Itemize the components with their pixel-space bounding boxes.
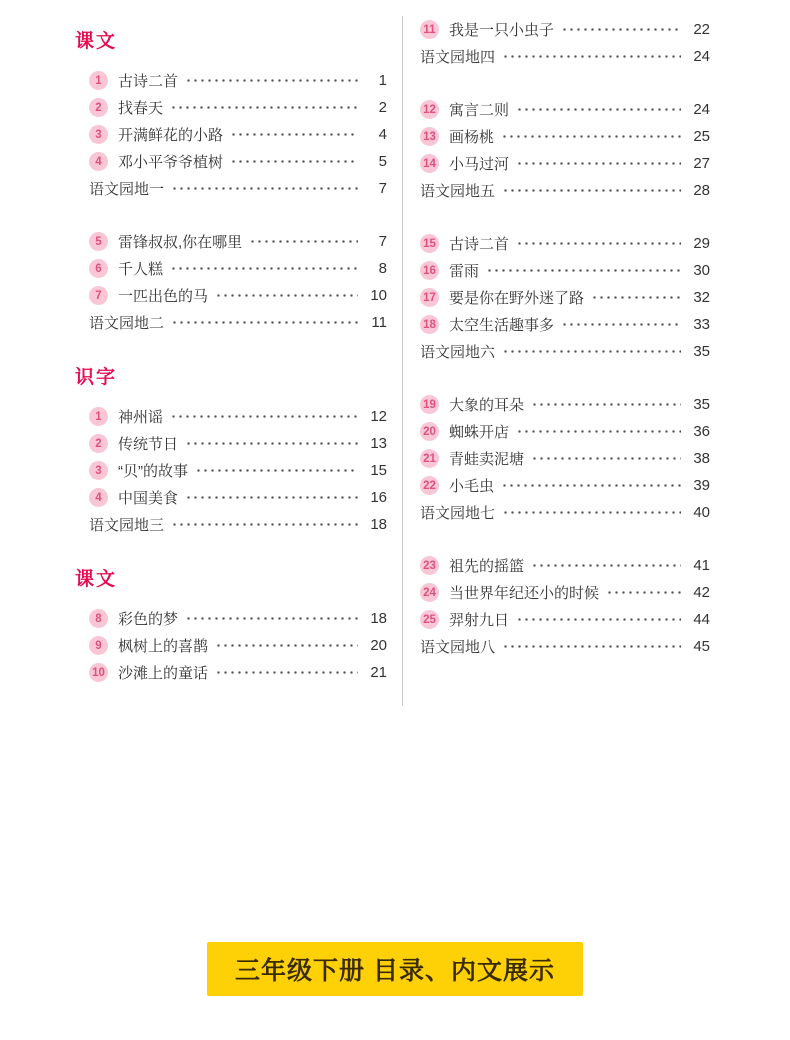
- toc-entry: [75, 121, 387, 148]
- dot-leader: [531, 457, 681, 460]
- toc-entry: [75, 148, 387, 175]
- page-number: 22: [693, 21, 710, 38]
- lesson-title: 语文园地三: [89, 517, 165, 534]
- toc-entry: [406, 230, 710, 257]
- lesson-title: 找春天: [118, 100, 164, 117]
- toc-entry: [406, 43, 710, 70]
- lesson-number-badge: 10: [89, 663, 108, 682]
- lesson-title: 语文园地七: [420, 505, 496, 522]
- page-number: 36: [693, 423, 710, 440]
- page-number: 39: [693, 477, 710, 494]
- dot-leader: [195, 469, 358, 472]
- toc-column-left: [75, 16, 387, 686]
- page-number: 11: [371, 314, 387, 331]
- toc-entry: [75, 511, 387, 538]
- toc-entry: [406, 96, 710, 123]
- page-number: 24: [693, 48, 710, 65]
- lesson-title: 枫树上的喜鹊: [118, 638, 209, 655]
- lesson-title: 小马过河: [449, 156, 510, 173]
- toc-entry: [75, 659, 387, 686]
- lesson-title: 蜘蛛开店: [449, 424, 510, 441]
- dot-leader: [516, 618, 681, 621]
- toc-entry: [406, 257, 710, 284]
- page-number: 35: [693, 396, 710, 413]
- page-number: 25: [693, 128, 710, 145]
- lesson-title: 一匹出色的马: [118, 288, 209, 305]
- page-number: 10: [370, 287, 387, 304]
- section-header: 课文: [75, 569, 118, 590]
- lesson-title: 古诗二首: [449, 236, 510, 253]
- dot-leader: [230, 133, 358, 136]
- lesson-number-badge: 15: [420, 234, 439, 253]
- dot-leader: [486, 269, 681, 272]
- toc-entry: [75, 67, 387, 94]
- toc-group: [406, 96, 710, 204]
- lesson-number-badge: 14: [420, 154, 439, 173]
- lesson-number-badge: 22: [420, 476, 439, 495]
- toc-entry: [406, 633, 710, 660]
- lesson-number-badge: 11: [420, 20, 439, 39]
- toc-group: [75, 564, 387, 686]
- lesson-title: 古诗二首: [118, 73, 179, 90]
- lesson-number-badge: 2: [89, 98, 108, 117]
- page-number: 40: [693, 504, 710, 521]
- toc-entry: [406, 150, 710, 177]
- section-header: 识字: [75, 367, 118, 388]
- lesson-number-badge: 12: [420, 100, 439, 119]
- lesson-number-badge: 8: [89, 609, 108, 628]
- lesson-number-badge: 13: [420, 127, 439, 146]
- dot-leader: [171, 321, 358, 324]
- toc-group: [406, 230, 710, 365]
- toc-entry: [406, 16, 710, 43]
- dot-leader: [215, 294, 358, 297]
- bottom-banner: [207, 942, 583, 996]
- toc-entry: [75, 632, 387, 659]
- toc-group: [75, 362, 387, 538]
- page-number: 41: [693, 557, 710, 574]
- section-header: 课文: [75, 31, 118, 52]
- toc-entry: [406, 606, 710, 633]
- page-number: 45: [693, 638, 710, 655]
- lesson-number-badge: 4: [89, 488, 108, 507]
- toc-group: [406, 391, 710, 526]
- toc-entry: [75, 228, 387, 255]
- page-number: 16: [370, 489, 387, 506]
- toc-entry: [406, 552, 710, 579]
- page-number: 5: [378, 153, 387, 170]
- page-number: 13: [370, 435, 387, 452]
- toc-entry: [75, 403, 387, 430]
- dot-leader: [170, 106, 358, 109]
- toc-entry: [406, 579, 710, 606]
- dot-leader: [561, 28, 681, 31]
- dot-leader: [501, 135, 681, 138]
- toc-entry: [406, 311, 710, 338]
- lesson-number-badge: 18: [420, 315, 439, 334]
- lesson-title: 画杨桃: [449, 129, 495, 146]
- page-number: 20: [370, 637, 387, 654]
- page-number: 8: [378, 260, 387, 277]
- lesson-number-badge: 7: [89, 286, 108, 305]
- lesson-title: 太空生活趣事多: [449, 317, 555, 334]
- dot-leader: [215, 644, 358, 647]
- lesson-title: 语文园地八: [420, 639, 496, 656]
- page-number: 30: [693, 262, 710, 279]
- dot-leader: [516, 242, 681, 245]
- dot-leader: [531, 403, 681, 406]
- page-number: 18: [370, 610, 387, 627]
- toc-group: [406, 16, 710, 70]
- toc-entry: [406, 499, 710, 526]
- lesson-title: 神州谣: [118, 409, 164, 426]
- toc-entry: [75, 457, 387, 484]
- dot-leader: [249, 240, 358, 243]
- page-number: 33: [693, 316, 710, 333]
- banner-label: 三年级下册 目录、内文展示: [235, 957, 555, 985]
- page-number: 21: [370, 664, 387, 681]
- dot-leader: [185, 617, 358, 620]
- toc-entry: [75, 255, 387, 282]
- toc-entry: [406, 445, 710, 472]
- lesson-title: 语文园地一: [89, 181, 165, 198]
- page-number: 2: [378, 99, 387, 116]
- lesson-title: 沙滩上的童话: [118, 665, 209, 682]
- page-number: 24: [693, 101, 710, 118]
- dot-leader: [170, 415, 358, 418]
- lesson-title: 青蛙卖泥塘: [449, 451, 525, 468]
- toc-entry: [75, 484, 387, 511]
- dot-leader: [531, 564, 681, 567]
- lesson-number-badge: 19: [420, 395, 439, 414]
- lesson-title: 我是一只小虫子: [449, 22, 555, 39]
- dot-leader: [215, 671, 358, 674]
- dot-leader: [516, 108, 681, 111]
- toc-entry: [406, 123, 710, 150]
- dot-leader: [502, 645, 681, 648]
- lesson-title: 当世界年纪还小的时候: [449, 585, 600, 602]
- lesson-title: 大象的耳朵: [449, 397, 525, 414]
- dot-leader: [561, 323, 681, 326]
- lesson-number-badge: 1: [89, 71, 108, 90]
- lesson-title: 小毛虫: [449, 478, 495, 495]
- page-number: 28: [693, 182, 710, 199]
- lesson-title: 语文园地四: [420, 49, 496, 66]
- lesson-title: 雷锋叔叔,你在哪里: [118, 234, 243, 251]
- dot-leader: [606, 591, 681, 594]
- dot-leader: [171, 523, 358, 526]
- lesson-title: “贝”的故事: [118, 463, 188, 480]
- dot-leader: [185, 496, 358, 499]
- lesson-number-badge: 3: [89, 125, 108, 144]
- toc-column-right: [406, 16, 710, 660]
- lesson-title: 语文园地六: [420, 344, 496, 361]
- page-number: 18: [370, 516, 387, 533]
- page-number: 7: [378, 180, 387, 197]
- lesson-title: 语文园地五: [420, 183, 496, 200]
- dot-leader: [171, 187, 358, 190]
- toc-group: [75, 228, 387, 336]
- page-number: 15: [370, 462, 387, 479]
- lesson-title: 祖先的摇篮: [449, 558, 525, 575]
- lesson-title: 彩色的梦: [118, 611, 179, 628]
- lesson-number-badge: 25: [420, 610, 439, 629]
- lesson-title: 千人糕: [118, 261, 164, 278]
- dot-leader: [516, 430, 681, 433]
- dot-leader: [501, 484, 681, 487]
- lesson-title: 开满鲜花的小路: [118, 127, 224, 144]
- column-divider: [402, 16, 403, 706]
- lesson-number-badge: 3: [89, 461, 108, 480]
- toc-entry: [406, 177, 710, 204]
- toc-entry: [75, 94, 387, 121]
- lesson-number-badge: 9: [89, 636, 108, 655]
- dot-leader: [185, 79, 358, 82]
- toc-entry: [406, 418, 710, 445]
- dot-leader: [170, 267, 358, 270]
- lesson-title: 要是你在野外迷了路: [449, 290, 585, 307]
- lesson-title: 中国美食: [118, 490, 179, 507]
- dot-leader: [185, 442, 358, 445]
- toc-entry: [75, 282, 387, 309]
- dot-leader: [230, 160, 358, 163]
- lesson-number-badge: 4: [89, 152, 108, 171]
- page-number: 1: [378, 72, 387, 89]
- toc-entry: [75, 309, 387, 336]
- lesson-number-badge: 17: [420, 288, 439, 307]
- lesson-title: 邓小平爷爷植树: [118, 154, 224, 171]
- toc-entry: [75, 175, 387, 202]
- lesson-number-badge: 6: [89, 259, 108, 278]
- page-number: 35: [693, 343, 710, 360]
- lesson-title: 雷雨: [449, 263, 480, 280]
- toc-entry: [406, 338, 710, 365]
- page-number: 42: [693, 584, 710, 601]
- toc-group: [75, 26, 387, 202]
- dot-leader: [516, 162, 681, 165]
- toc-entry: [75, 430, 387, 457]
- page-number: 7: [378, 233, 387, 250]
- page-number: 12: [370, 408, 387, 425]
- page-number: 32: [693, 289, 710, 306]
- dot-leader: [502, 189, 681, 192]
- page-number: 27: [693, 155, 710, 172]
- page-number: 29: [693, 235, 710, 252]
- lesson-number-badge: 5: [89, 232, 108, 251]
- toc-entry: [406, 472, 710, 499]
- toc-entry: [406, 284, 710, 311]
- lesson-title: 寓言二则: [449, 102, 510, 119]
- dot-leader: [502, 350, 681, 353]
- lesson-number-badge: 23: [420, 556, 439, 575]
- page-number: 44: [693, 611, 710, 628]
- lesson-title: 语文园地二: [89, 315, 165, 332]
- lesson-title: 传统节日: [118, 436, 179, 453]
- lesson-number-badge: 2: [89, 434, 108, 453]
- dot-leader: [502, 55, 681, 58]
- toc-entry: [75, 605, 387, 632]
- lesson-title: 羿射九日: [449, 612, 510, 629]
- dot-leader: [502, 511, 681, 514]
- lesson-number-badge: 16: [420, 261, 439, 280]
- toc-group: [406, 552, 710, 660]
- lesson-number-badge: 21: [420, 449, 439, 468]
- lesson-number-badge: 24: [420, 583, 439, 602]
- page-number: 38: [693, 450, 710, 467]
- lesson-number-badge: 1: [89, 407, 108, 426]
- dot-leader: [591, 296, 681, 299]
- page-number: 4: [378, 126, 387, 143]
- lesson-number-badge: 20: [420, 422, 439, 441]
- toc-entry: [406, 391, 710, 418]
